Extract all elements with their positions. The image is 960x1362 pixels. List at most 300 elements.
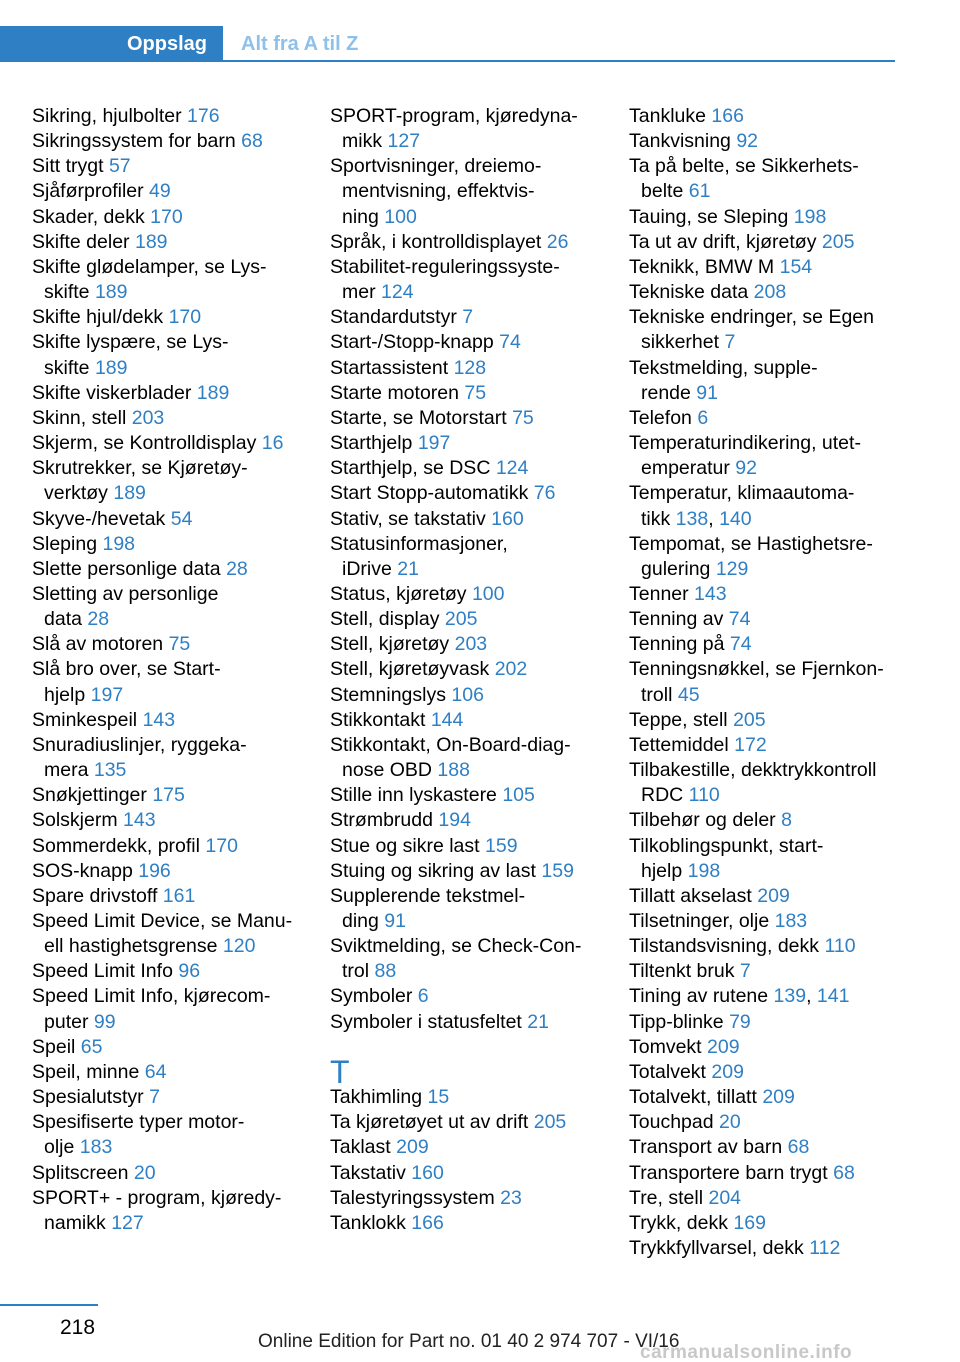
index-entry: [629, 708, 924, 733]
index-entry: [32, 884, 317, 909]
index-entry: [32, 959, 317, 984]
page-reference-link[interactable]: 75: [512, 406, 534, 429]
index-entry-text: Speil, minne: [32, 1060, 140, 1083]
index-entry: [32, 1060, 317, 1085]
index-entry: [32, 456, 317, 506]
page-reference-link[interactable]: 28: [226, 557, 248, 580]
page-reference-link[interactable]: 205: [821, 230, 855, 253]
index-entry: [32, 179, 317, 204]
page-reference-link[interactable]: 96: [178, 960, 201, 983]
index-entry: [330, 733, 615, 783]
index-entry: [629, 431, 924, 481]
index-entry-text: Skifte viskerblader: [32, 381, 192, 404]
index-entry-text: Sitt trygt: [32, 155, 104, 178]
index-entry-text: Tomvekt: [629, 1035, 702, 1058]
index-entry: [32, 381, 317, 406]
index-entry-text: Tankluke: [629, 105, 706, 127]
index-entry-text: Tre, stell: [629, 1186, 704, 1209]
index-entry-text: Tilstandsvisning, dekk: [629, 935, 820, 958]
page-reference-link[interactable]: 7: [149, 1086, 160, 1109]
index-entry-text: Stell, kjøretøyvask: [330, 658, 490, 681]
index-entry-text: belte: [641, 180, 684, 203]
page-reference-link[interactable]: 203: [454, 633, 488, 656]
page-reference-link[interactable]: 198: [102, 532, 136, 555]
page-reference-link[interactable]: 175: [152, 784, 185, 807]
index-entry-text: Stikkontakt, On-Board-diag-: [330, 733, 571, 756]
page-reference-link[interactable]: 209: [707, 1035, 740, 1058]
index-entry-text: Stemningslys: [330, 683, 446, 706]
index-entry: [330, 305, 615, 330]
index-entry: [629, 582, 924, 607]
index-column-1: [32, 104, 317, 1236]
page-reference-link[interactable]: 112: [809, 1237, 841, 1260]
index-entry-text: Spare drivstoff: [32, 884, 158, 907]
page-reference-link[interactable]: 7: [724, 331, 736, 354]
page-reference-link[interactable]: 7: [462, 306, 474, 329]
index-entry-text: Ta på belte, se Sikkerhets-: [629, 155, 859, 178]
index-entry-text: Sikring, hjulbolter: [32, 105, 182, 127]
index-entry-text: Stue og sikre last: [330, 834, 480, 857]
page-reference-link[interactable]: 189: [94, 356, 128, 379]
index-entry: [32, 834, 317, 859]
index-entry-text: Tempomat, se Hastighetsre-: [629, 532, 873, 555]
page-reference-link[interactable]: 196: [138, 859, 171, 882]
index-entry-text: data: [44, 608, 82, 631]
index-entry-text: Statusinformasjoner,: [330, 532, 508, 555]
index-entry-text: sikkerhet: [641, 331, 720, 354]
page-reference-link[interactable]: 197: [90, 683, 124, 706]
index-entry: [629, 1035, 924, 1060]
index-entry-text: Trykk, dekk: [629, 1211, 728, 1234]
index-entry: [629, 934, 924, 959]
index-entry-text: Trykkfyllvarsel, dekk: [629, 1237, 804, 1260]
index-entry-text: Sikringssystem for barn: [32, 130, 236, 153]
page-reference-link[interactable]: 169: [733, 1211, 766, 1234]
index-entry-text: Strømbrudd: [330, 809, 433, 832]
index-entry-text: emperatur: [641, 457, 730, 480]
page-reference-link[interactable]: 166: [411, 1211, 444, 1234]
page-reference-link[interactable]: 61: [688, 180, 711, 203]
index-entry-text: Skader, dekk: [32, 205, 145, 228]
index-entry: [629, 129, 924, 154]
index-entry-text: Speed Limit Info: [32, 960, 173, 983]
index-entry-text: tikk: [641, 507, 671, 530]
index-entry-text: Speed Limit Info, kjørecom-: [32, 985, 271, 1008]
page-reference-link[interactable]: 203: [131, 406, 165, 429]
page-reference-link[interactable]: 198: [793, 205, 827, 228]
edition-note: Online Edition for Part no. 01 40 2 974 707 - VI/16: [258, 1331, 680, 1352]
page-reference-link[interactable]: 92: [735, 457, 757, 480]
index-entry: [330, 154, 615, 229]
index-entry: [330, 1186, 615, 1211]
page-reference-link[interactable]: 79: [729, 1010, 751, 1033]
page-reference-link[interactable]: 159: [485, 834, 518, 857]
index-entry-text: iDrive: [342, 557, 392, 580]
index-entry: [330, 255, 615, 305]
page-reference-link[interactable]: 110: [688, 784, 720, 807]
page-reference-link[interactable]: 189: [113, 482, 146, 505]
page-reference-link[interactable]: 49: [149, 180, 171, 203]
page-reference-link[interactable]: 75: [464, 381, 487, 404]
page-reference-link[interactable]: 16: [261, 432, 284, 455]
page-reference-link[interactable]: 183: [774, 910, 808, 932]
index-entry: [32, 1161, 317, 1186]
index-entry: Tining av rutene 139, 141: [629, 985, 850, 1008]
index-entry-text: Tilbakestille, dekktrykkontroll: [629, 759, 877, 782]
page-reference-link[interactable]: 68: [241, 130, 263, 153]
page-reference-link[interactable]: 139: [773, 985, 807, 1008]
index-entry: [629, 1010, 924, 1035]
index-entry-text: Temperaturindikering, utet-: [629, 432, 861, 455]
index-entry: [32, 154, 317, 179]
page-reference-link[interactable]: 20: [133, 1161, 156, 1184]
index-entry-text: Temperatur, klimaautoma-: [629, 482, 855, 505]
index-entry: [629, 255, 924, 280]
index-entry-text: Sjåførprofiler: [32, 180, 144, 203]
index-entry-text: Tankvisning: [629, 130, 731, 153]
index-entry-text: Stell, kjøretøy: [330, 633, 450, 656]
index-entry: [330, 582, 615, 607]
page-reference-link[interactable]: 23: [500, 1186, 522, 1209]
index-entry-text: Start Stopp-automatikk: [330, 482, 529, 505]
page-reference-link[interactable]: 26: [546, 230, 569, 253]
page-reference-link[interactable]: 166: [711, 105, 744, 127]
index-entry: [330, 834, 615, 859]
index-entry-text: Ta ut av drift, kjøretøy: [629, 230, 817, 253]
page-reference-link[interactable]: 170: [168, 306, 202, 329]
page-reference-link[interactable]: 205: [444, 608, 478, 631]
index-entry-text: Tillatt akselast: [629, 884, 752, 907]
page-reference-link[interactable]: 202: [494, 658, 528, 681]
index-entry-text: Status, kjøretøy: [330, 582, 467, 605]
index-entry-text: nose OBD: [342, 759, 432, 782]
page-reference-link[interactable]: 88: [374, 960, 397, 983]
index-entry-text: Snuradiuslinjer, ryggeka-: [32, 733, 247, 756]
index-entry: [32, 1085, 317, 1110]
page-reference-link[interactable]: 15: [427, 1086, 450, 1109]
page-reference-link[interactable]: 75: [168, 633, 191, 656]
index-entry: [629, 607, 924, 632]
index-entry: [330, 431, 615, 456]
index-entry: [330, 708, 615, 733]
index-entry-text: Supplerende tekstmel-: [330, 884, 526, 907]
index-entry: [330, 381, 615, 406]
index-entry: [32, 1186, 317, 1236]
page-reference-link[interactable]: 76: [533, 482, 556, 505]
index-entry-text: Skifte glødelamper, se Lys-: [32, 255, 267, 278]
index-entry-text: Tipp-blinke: [629, 1010, 724, 1033]
index-entry-text: Stikkontakt: [330, 708, 426, 731]
index-entry: [629, 959, 924, 984]
page-reference-link[interactable]: 160: [491, 507, 524, 530]
index-entry: [629, 1211, 924, 1236]
index-entry-text: Sletting av personlige: [32, 582, 219, 605]
index-entry-text: Tilkoblingspunkt, start-: [629, 834, 824, 857]
page-reference-link[interactable]: 141: [816, 985, 850, 1008]
index-entry: [330, 507, 615, 532]
index-entry-text: Slette personlige data: [32, 557, 221, 580]
index-entry: [330, 230, 615, 255]
index-entry-text: RDC: [641, 784, 684, 807]
page-reference-link[interactable]: 91: [696, 381, 718, 404]
index-entry: [629, 406, 924, 431]
index-entry: [32, 582, 317, 632]
index-entry: [629, 834, 924, 884]
index-entry: [629, 230, 924, 255]
page-reference-link[interactable]: 204: [708, 1186, 742, 1209]
page-reference-link[interactable]: 92: [736, 130, 759, 153]
page-reference-link[interactable]: 189: [94, 281, 128, 304]
page-reference-link[interactable]: 143: [142, 708, 176, 731]
index-entry-text: Tettemiddel: [629, 733, 729, 756]
page-reference-link[interactable]: 143: [123, 809, 156, 832]
page-reference-link[interactable]: 129: [715, 557, 749, 580]
page-reference-link[interactable]: 188: [437, 759, 470, 782]
page-reference-link[interactable]: 135: [93, 759, 127, 782]
page-reference-link[interactable]: 20: [719, 1111, 741, 1134]
index-entry: [330, 934, 615, 984]
page-reference-link[interactable]: 68: [787, 1136, 810, 1159]
page-reference-link[interactable]: 45: [677, 683, 700, 706]
index-entry-text: Tiltenkt bruk: [629, 960, 735, 983]
page-reference-link[interactable]: 6: [697, 406, 709, 429]
index-entry-text: Solskjerm: [32, 809, 118, 832]
index-column-3: [629, 104, 924, 1261]
index-entry-text: rende: [641, 381, 691, 404]
page-reference-link[interactable]: 205: [533, 1111, 567, 1134]
index-entry-text: Tekniske data: [629, 281, 749, 304]
page-reference-link[interactable]: 209: [711, 1060, 744, 1083]
page-reference-link[interactable]: 198: [687, 859, 721, 882]
index-entry-text: Slå bro over, se Start-: [32, 658, 221, 681]
index-entry-text: Sleping: [32, 532, 98, 555]
page-reference-link[interactable]: 128: [453, 356, 487, 379]
index-entry: [629, 909, 924, 934]
index-entry-text: Sviktmelding, se Check-Con-: [330, 935, 582, 958]
page-reference-link[interactable]: 65: [80, 1035, 103, 1058]
index-entry: [629, 657, 924, 707]
index-entry-text: SPORT-program, kjøredyna-: [330, 105, 578, 127]
index-entry: [32, 330, 317, 380]
page-reference-link[interactable]: 8: [781, 809, 792, 832]
page-reference-link[interactable]: 194: [438, 809, 471, 832]
page-reference-link[interactable]: 74: [499, 331, 521, 354]
index-entry: [32, 406, 317, 431]
index-entry: [32, 783, 317, 808]
index-entry-text: Skinn, stell: [32, 406, 127, 429]
page-reference-link[interactable]: 176: [187, 105, 220, 127]
index-entry: [32, 129, 317, 154]
index-entry-text: Skifte deler: [32, 230, 130, 253]
page-reference-link[interactable]: 99: [93, 1010, 116, 1033]
page-reference-link[interactable]: 74: [729, 633, 752, 656]
index-entry: [32, 507, 317, 532]
page-reference-link[interactable]: 160: [411, 1161, 444, 1184]
page-reference-link[interactable]: 209: [757, 884, 790, 907]
index-entry-text: Totalvekt: [629, 1060, 706, 1083]
page-reference-link[interactable]: 170: [150, 205, 183, 228]
page-reference-link[interactable]: 159: [541, 859, 574, 882]
index-entry: [629, 205, 924, 230]
page-reference-link[interactable]: 100: [471, 582, 505, 605]
page-reference-link[interactable]: 154: [779, 255, 813, 278]
index-entry-text: Takstativ: [330, 1161, 406, 1184]
page-reference-link[interactable]: 172: [734, 733, 767, 756]
index-entry: [32, 1035, 317, 1060]
index-entry: [629, 1110, 924, 1135]
index-entry-text: Start-/Stopp-knapp: [330, 331, 494, 354]
page-reference-link[interactable]: 105: [502, 784, 535, 807]
page-reference-link[interactable]: 28: [87, 608, 110, 631]
index-entry-text: Splitscreen: [32, 1161, 129, 1184]
index-entry-text: Tining av rutene: [629, 985, 769, 1008]
index-entry-text: puter: [44, 1010, 89, 1033]
index-entry-text: mer: [342, 281, 376, 304]
page-reference-link[interactable]: 110: [824, 935, 856, 958]
index-entry: Temperatur, klimaautoma- tikk 138, 140: [629, 482, 855, 530]
page-reference-link[interactable]: 54: [170, 507, 193, 530]
index-entry: [32, 255, 317, 305]
index-entry-text: Skyve-/hevetak: [32, 507, 166, 530]
index-entry-text: Transport av barn: [629, 1136, 783, 1159]
index-entry: [629, 356, 924, 406]
index-letter-heading: T: [330, 1053, 350, 1090]
index-entry-text: hjelp: [641, 859, 683, 882]
page-reference-link[interactable]: 74: [728, 608, 751, 631]
index-entry-text: Skifte lyspære, se Lys-: [32, 331, 229, 354]
index-entry-text: Takhimling: [330, 1086, 423, 1109]
index-entry: [32, 1110, 317, 1160]
index-entry: [330, 481, 615, 506]
index-entry: [330, 783, 615, 808]
page-reference-link[interactable]: 21: [397, 557, 419, 580]
index-entry: [629, 1186, 924, 1211]
watermark: carmanualsonline.info: [640, 1342, 853, 1362]
page-reference-link[interactable]: 205: [733, 708, 766, 731]
index-entry-text: SOS-knapp: [32, 859, 133, 882]
index-entry: [32, 708, 317, 733]
index-entry-text: Sportvisninger, dreiemo-: [330, 155, 542, 178]
page-reference-link[interactable]: 6: [417, 985, 429, 1008]
index-entry-text: Stabilitet-reguleringssyste-: [330, 255, 560, 278]
index-entry-text: Skrutrekker, se Kjøretøy-: [32, 457, 248, 480]
index-entry-text: hjelp: [44, 683, 86, 706]
index-entry-text: Totalvekt, tillatt: [629, 1086, 757, 1109]
index-entry-text: Symboler i statusfeltet: [330, 1010, 522, 1033]
page-reference-link[interactable]: 161: [162, 884, 196, 907]
page-reference-link[interactable]: 68: [833, 1161, 855, 1184]
index-entry-text: skifte: [44, 356, 90, 379]
header-divider: [223, 60, 895, 62]
index-entry: [330, 532, 615, 582]
index-entry-text: Tauing, se Sleping: [629, 205, 789, 228]
index-entry-text: Språk, i kontrolldisplayet: [330, 230, 542, 253]
page-reference-link[interactable]: 100: [384, 205, 417, 228]
page-reference-link[interactable]: 170: [205, 834, 238, 857]
index-entry: [32, 733, 317, 783]
index-entry: [629, 532, 924, 582]
index-entry-text: Sminkespeil: [32, 708, 138, 731]
tab-oppslag[interactable]: Oppslag: [0, 26, 223, 62]
page-reference-link[interactable]: 144: [430, 708, 464, 731]
page-reference-link[interactable]: 189: [134, 230, 168, 253]
index-entry-text: Touchpad: [629, 1111, 714, 1134]
page-reference-link[interactable]: 124: [381, 281, 414, 304]
index-entry-text: ding: [342, 910, 379, 932]
index-entry-text: Tenner: [629, 582, 689, 605]
index-entry-text: Tilsetninger, olje: [629, 910, 770, 932]
index-entry: [32, 984, 317, 1034]
index-entry: [32, 305, 317, 330]
index-entry-text: Startassistent: [330, 356, 449, 379]
index-entry-text: Skjerm, se Kontrolldisplay: [32, 432, 257, 455]
page-reference-link[interactable]: 209: [762, 1086, 795, 1109]
index-entry: [629, 1161, 924, 1186]
page-reference-link[interactable]: 21: [527, 1010, 549, 1033]
page-reference-link[interactable]: 91: [384, 910, 406, 932]
index-entry-text: Tekniske endringer, se Egen: [629, 306, 874, 329]
page-header: [0, 0, 960, 62]
index-entry-text: ning: [342, 205, 379, 228]
index-entry: [330, 406, 615, 431]
index-entry: [330, 632, 615, 657]
page-reference-link[interactable]: 106: [451, 683, 484, 706]
index-entry: [32, 808, 317, 833]
index-entry-text: Symboler: [330, 985, 413, 1008]
page-reference-link[interactable]: 120: [222, 935, 256, 958]
page-reference-link[interactable]: 183: [79, 1136, 113, 1159]
index-entry-text: Spesifiserte typer motor-: [32, 1111, 245, 1134]
index-entry-text: Stuing og sikring av last: [330, 859, 536, 882]
page-reference-link[interactable]: 143: [694, 582, 727, 605]
page-reference-link[interactable]: 57: [108, 155, 131, 178]
index-entry: [32, 230, 317, 255]
index-entry-text: Speil: [32, 1035, 76, 1058]
index-entry: [330, 607, 615, 632]
index-entry: [330, 330, 615, 355]
index-entry: [629, 758, 924, 808]
page-reference-link[interactable]: 124: [495, 457, 529, 480]
page-reference-link[interactable]: 138: [675, 507, 709, 530]
index-entry-text: Skifte hjul/dekk: [32, 306, 164, 329]
index-entry: [330, 657, 615, 682]
index-entry: [629, 280, 924, 305]
index-entry: [330, 1135, 615, 1160]
page-reference-link[interactable]: 140: [719, 507, 752, 530]
page-reference-link[interactable]: 127: [387, 130, 421, 153]
page-reference-link[interactable]: 197: [417, 432, 451, 455]
index-entry-text: Ta kjøretøyet ut av drift: [330, 1111, 529, 1134]
page-reference-link[interactable]: 189: [196, 381, 230, 404]
page-reference-link[interactable]: 64: [144, 1060, 167, 1083]
tab-alt-fra-a-til-z[interactable]: Alt fra A til Z: [241, 33, 359, 55]
index-entry-text: namikk: [44, 1211, 106, 1234]
index-entry-text: verktøy: [44, 482, 108, 505]
index-entry: [330, 808, 615, 833]
index-entry-text: Teknikk, BMW M: [629, 255, 775, 278]
index-entry-text: Stativ, se takstativ: [330, 507, 486, 530]
page-reference-link[interactable]: 208: [753, 281, 787, 304]
page-reference-link[interactable]: 127: [111, 1211, 144, 1234]
index-entry: [330, 1211, 615, 1236]
index-entry: [629, 884, 924, 909]
page-reference-link[interactable]: 7: [739, 960, 751, 983]
index-entry: [330, 683, 615, 708]
index-entry: [330, 984, 615, 1009]
index-entry-text: Sommerdekk, profil: [32, 834, 200, 857]
page-reference-link[interactable]: 209: [396, 1136, 429, 1159]
index-entry: [330, 859, 615, 884]
